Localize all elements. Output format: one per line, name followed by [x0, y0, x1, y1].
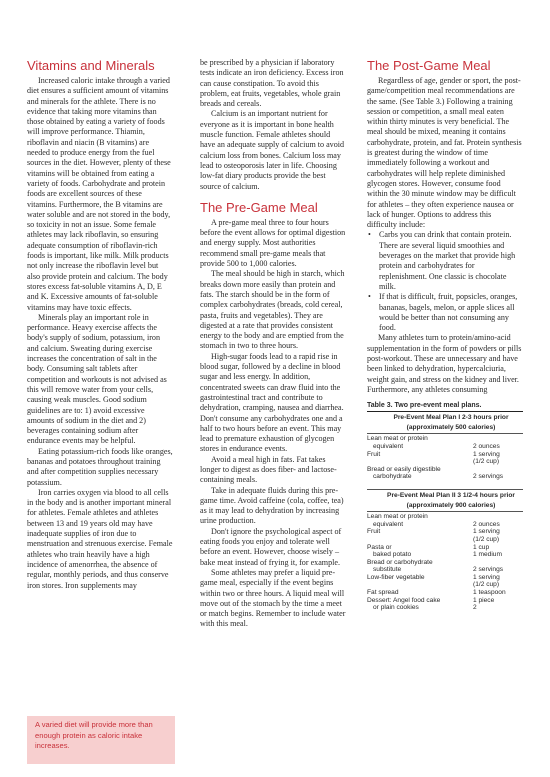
paragraph: A pre-game meal three to four hours before the event allows for optimal digestion and energy supply. Most authorities recommend small pre-game meals that provide 500 to 1,000 calories.: [200, 217, 346, 269]
paragraph: Avoid a meal high in fats. Fat takes longer to digest as does fiber- and lactose-containing meals.: [200, 454, 337, 485]
table-row: [367, 574, 523, 582]
food-cell: [367, 536, 473, 544]
paragraph: Iron carries oxygen via blood to all cells in the body and is another important mineral for athletes. Female athletes and athletes between 13 and 19 years old may have inadequate supplies of iron due to menstruation and strenuous exercise. Female athletes who train heavily have a high incidence of amenorrhea, the absence of regular, monthly periods, and thus conserve iron stores. Iron supplements may: [27, 487, 173, 590]
table-row: [367, 551, 523, 559]
food-cell: Dessert: Angel food cake: [367, 596, 441, 604]
section-title-pre-game: The Pre-Game Meal: [200, 199, 318, 215]
pull-quote-text: A varied diet will provide more than enough protein as caloric intake increases.: [35, 720, 153, 750]
paragraph: The meal should be high in starch, which breaks down more easily than protein and fats. The starch should be in the form of complex carbohydrates (breads, cold cereal, pasta, fruits and vegetables). They are digested at a rate that provides consistent energy to the body and are emptied from the stomach in two to three hours.: [200, 269, 345, 351]
plan-2-title: Pre-Event Meal Plan II 3 1/2-4 hours prior: [387, 491, 515, 499]
food-cell: Bread or carbohydrate: [367, 558, 433, 566]
paragraph: High-sugar foods lead to a rapid rise in blood sugar, followed by a decline in blood sugar and less energy. In addition, concentrated sweets can draw fluid into the gastrointestinal tract and contribute to dehydration, cramping, nausea and diarrhea. Don't consume any carbohydrates one and a half to two hours before an event. This may lead to premature exhaustion of glycogen stores in endurance events.: [200, 351, 344, 454]
table-caption: Table 3. Two pre-event meal plans.: [367, 402, 482, 410]
amount-cell: (1/2 cup): [473, 458, 500, 466]
amount-cell: [473, 435, 523, 443]
paragraph: Many athletes turn to protein/amino-acid supplementation in the form of powders or pills post-workout. These are unnecessary and have been linked to dehydration, hypercalciuria, weight gain, and stress on the kidney and liver. Furthermore, any athletes consuming: [367, 333, 522, 394]
table-row: [367, 597, 523, 605]
amount-cell: 2 servings: [473, 473, 504, 481]
pull-quote-box: [27, 716, 175, 764]
table-row: [367, 604, 523, 612]
paragraph: Calcium is an important nutrient for everyone as it is important in bone health muscle function. Female athletes should have an adequate supply of calcium to avoid calcium loss from bones. Calcium loss may lead to osteoporosis later in life. Choosing low-fat diary products provide the best source of calcium.: [200, 109, 345, 191]
amount-cell: 2 ounces: [473, 520, 500, 528]
section-title-post-game: The Post-Game Meal: [367, 58, 491, 73]
food-cell: Fruit: [367, 528, 381, 536]
food-cell: [367, 581, 473, 589]
amount-cell: 2 servings: [473, 566, 504, 574]
food-cell: Pasta or: [367, 543, 392, 551]
list-item: • Carbs you can drink that contain protein. There are several liquid smoothies and beverages on the market that provide high protein and carbohydrates for replenishment. One classic is chocolate milk.: [379, 230, 523, 292]
paragraph: Eating potassium-rich foods like oranges, bananas and potatoes throughout training and after competition supplies necessary potassium.: [27, 446, 173, 487]
table-row: [367, 536, 523, 544]
section-title-vitamins: Vitamins and Minerals: [27, 58, 155, 73]
food-cell: or plain cookies: [373, 604, 419, 612]
amount-cell: 1 medium: [473, 551, 502, 559]
table-rule: [367, 411, 523, 412]
food-cell: Lean meat or protein: [367, 435, 428, 443]
paragraph: Take in adequate fluids during this pre-game time. Avoid caffeine (cola, coffee, tea) as it may lead to dehydration by increasing urine production.: [200, 485, 344, 526]
column-1: [27, 58, 173, 591]
amount-cell: 1 serving: [473, 573, 500, 581]
bullet-list: [367, 230, 523, 333]
table-row: [367, 528, 523, 536]
paragraph: Increased caloric intake through a varied diet ensures a sufficient amount of vitamins and minerals for the athlete. There is no evidence that taking more vitamins than those obtained by eating a variety of foods will improve performance. Thiamin, riboflavin and niacin (B vitamins) are needed to produce energy from the fuel sources in the diet. However, plenty of these vitamins will be obtained from eating a variety of foods. Carbohydrate and protein foods are excellent sources of these vitamins. Furthermore, the B vitamins are water soluble and are not stored in the body, so toxicity in not an issue. Some female athletes may lack riboflavin, so ensuring adequate consumption of riboflavin-rich foods is important, like milk. Milk products not only increase the riboflavin level but also provide protein and calcium. The body stores excess fat-soluble vitamins A, D, E and K. Excessive amounts of fat-soluble vitamins may have toxic effects.: [27, 76, 171, 312]
food-cell: carbohydrate: [373, 473, 412, 481]
food-cell: substitute: [373, 566, 402, 574]
amount-cell: 2: [473, 604, 477, 612]
table-row: [367, 435, 523, 443]
plan-1-rows: [367, 435, 523, 481]
table-row: [367, 521, 523, 529]
paragraph: Some athletes may prefer a liquid pre-game meal, especially if the event begins within two or three hours. A liquid meal will move out of the stomach by the time a meet or match begins. Remember to include water with this meal.: [200, 567, 346, 629]
table-row: [367, 559, 523, 567]
paragraph: Regardless of age, gender or sport, the post-game/competition meal recommendations are the same. (See Table 3.) Following a training session or competition, a small meal eaten within thirty minutes is very beneficial. The meal should be mixed, meaning it contains carbohydrate, protein, and fat. Protein synthesis is greatest during the window of time immediately following a workout and carbohydrates will help replete diminished glycogen stores. However, consume food within the 30 minute window may be difficult for athletes – they often experience nausea or lack of hunger. Options to address this difficulty include:: [367, 76, 522, 230]
table-row: [367, 443, 523, 451]
amount-cell: 1 teaspoon: [473, 589, 506, 597]
amount-cell: 1 piece: [473, 596, 495, 604]
amount-cell: [473, 513, 523, 521]
paragraph: be prescribed by a physician if laboratory tests indicate an iron deficiency. Excess iron can cause constipation. To avoid this problem, eat fruits, vegetables, whole grain breads and cereals.: [200, 58, 344, 109]
paragraph: Don't ignore the psychological aspect of eating foods you enjoy and tolerate well before an event. However, choose wisely – bake meat instead of frying it, for example.: [200, 526, 342, 567]
amount-cell: 1 serving: [473, 528, 500, 536]
table-row: [367, 544, 523, 552]
food-cell: Bread or easily digestible: [367, 465, 441, 473]
food-cell: baked potato: [373, 551, 412, 559]
plan-2-rows: [367, 513, 523, 612]
food-cell: Lean meat or protein: [367, 513, 428, 521]
plan-1-subtitle: (approximately 500 calories): [406, 423, 496, 431]
table-row: [367, 581, 523, 589]
plan-1-title: Pre-Event Meal Plan I 2-3 hours prior: [393, 414, 509, 422]
column-3: [367, 58, 523, 612]
column-2: [200, 58, 346, 630]
table-row: [367, 466, 523, 474]
amount-cell: [473, 559, 523, 567]
plan-2-subtitle: (approximately 900 calories): [406, 501, 496, 509]
table-row: [367, 513, 523, 521]
amount-cell: 1 cup: [473, 543, 490, 551]
food-cell: Fruit: [367, 450, 381, 458]
table-row: [367, 451, 523, 459]
meal-plan-table: [367, 414, 523, 612]
plan-2-top-rule: [367, 489, 523, 490]
food-cell: equivalent: [373, 520, 404, 528]
food-cell: equivalent: [373, 442, 404, 450]
table-row: [367, 566, 523, 574]
plan-1-rule: [367, 433, 523, 434]
amount-cell: (1/2 cup): [473, 581, 500, 589]
food-cell: Low-fiber vegetable: [367, 573, 425, 581]
amount-cell: 1 serving: [473, 450, 500, 458]
food-cell: [367, 458, 473, 466]
amount-cell: 2 ounces: [473, 442, 500, 450]
amount-cell: (1/2 cup): [473, 535, 500, 543]
amount-cell: [473, 466, 523, 474]
paragraph: Minerals play an important role in performance. Heavy exercise affects the body's supply of sodium, potassium, iron and calcium. Sweating during exercise increases the concentration of salt in the body. Consuming salt tablets after competition and workouts is not advised as this will remove water from your cells, causing weak muscles. Good sodium guidelines are to: 1) avoid excessive amounts of sodium in the diet and 2) beverages containing sodium after endurance events may be helpful.: [27, 312, 167, 446]
table-row: [367, 589, 523, 597]
table-row: [367, 458, 523, 466]
plan-2-rule: [367, 511, 523, 512]
food-cell: Fat spread: [367, 589, 399, 597]
list-item: • If that is difficult, fruit, popsicles, oranges, bananas, bagels, melon, or apple slices all would be better than not consuming any food.: [379, 292, 523, 333]
table-row: [367, 473, 523, 481]
